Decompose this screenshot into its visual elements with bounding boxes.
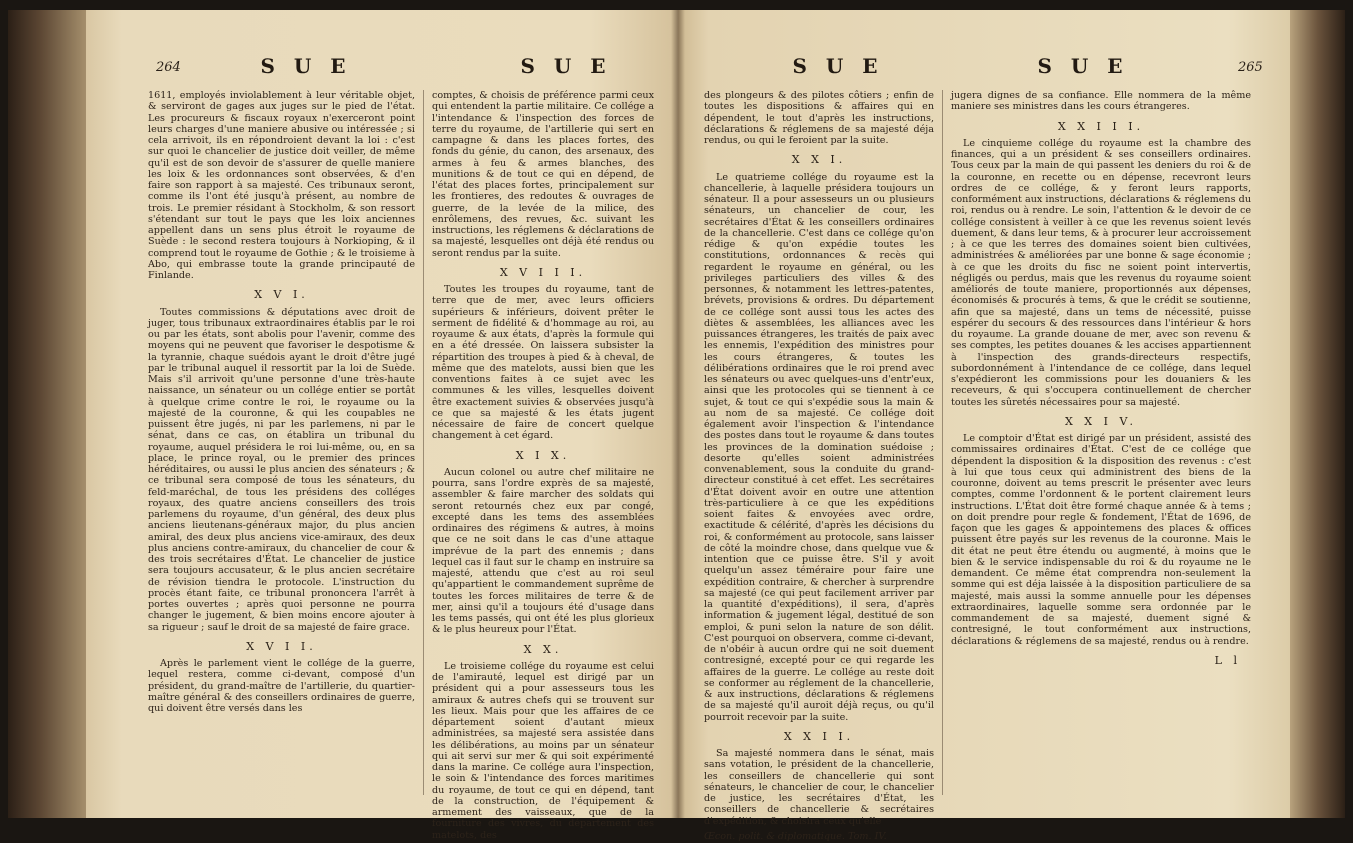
right-page — [678, 10, 1290, 842]
section-number: X I X. — [515, 448, 571, 462]
running-head-left-col1: S U E — [260, 54, 352, 78]
column-rule — [423, 90, 424, 795]
paragraph: Toutes les troupes du royaume, tant de terre que de mer, avec leurs officiers supérieurs & inférieurs, doivent prêter le serment de fidélité & d'hommage au roi, au royaume & aux états, d'après la formule qui en a été dressée. On laissera subsister la répartition des troupes à pied & à cheval, de même que des matelots, aussi bien que les conventions faites à ce sujet avec les communes & les villes, lesquelles doivent être exactement suivies & observées jusqu'à ce que sa majesté & les états jugent nécessaire de faire de concert quelque changement à cet égard. — [432, 284, 654, 442]
section-number: X V I I. — [246, 639, 317, 653]
paragraph: Sa majesté nommera dans le sénat, mais sans votation, le président de la chancellerie, les conseillers de chancellerie qui sont sénateurs, le chancelier de cour, le chancelier de justice, les secrétaires d'État, les conseillers de chancellerie & secrétaires d'expédition, & choisira ceux qu'elle — [704, 748, 934, 827]
book-footer-signature: Œcon. polit. & diplomatique. Tom. IV. — [704, 830, 887, 842]
left-page — [86, 10, 678, 841]
paragraph: jugera dignes de sa confiance. Elle nommera de la même maniere ses ministres dans les cours étrangeres. — [951, 90, 1251, 113]
section-number: X V I. — [254, 288, 309, 302]
paragraph: des plongeurs & des pilotes côtiers ; enfin de toutes les dispositions & affaires qui en dépendent, le tout d'après les instructions, déclarations & réglemens de sa majesté déja rendus, ou qui le feroient par la suite. — [704, 90, 934, 146]
left-page-column-2 — [432, 90, 654, 843]
paragraph: Après le parlement vient le collége de la guerre, lequel restera, comme ci-devant, composé d'un président, du grand-maître de l'artillerie, du quartier-maître général & des conseillers ordinaires de guerre, qui doivent être versés dans les — [148, 658, 415, 714]
gathering-signature: L l — [1214, 653, 1241, 667]
book-gutter — [671, 10, 685, 818]
book-edge-left — [8, 10, 86, 818]
book-edge-right — [1290, 10, 1345, 818]
running-head-right-col1: S U E — [792, 54, 884, 78]
section-number: X X I. — [791, 153, 847, 167]
section-number: X X I I I. — [1057, 119, 1145, 133]
paragraph: Toutes commissions & députations avec droit de juger, tous tribunaux extraordinaires établis par le roi ou par les états, sont abolis pour l'avenir, comme des moyens qui ne peuvent que favoriser le despotisme & la tyrannie, chaque suédois ayant le droit d'être jugé par le tribunal auquel il ressortit par la loi de Suède. Mais s'il arrivoit qu'une personne d'une très-haute naissance, un sénateur ou un collége entier se portât à quelque crime contre le roi, le royaume ou la majesté de la couronne, & qui les coupables ne puissent être jugés, ni par les parlemens, ni par le sénat, dans ce cas, on établira un tribunal du royaume, auquel présidera le roi lui-même, ou, en sa place, le prince royal, ou le premier des princes héréditaires, ou aussi le plus ancien des sénateurs ; & ce tribunal sera composé de tous les sénateurs, du feld-maréchal, de tous les présidens des colléges royaux, des quatre anciens conseillers des trois parlemens du royaume, d'un général, des deux plus anciens lieutenans-généraux major, du plus ancien amiral, des deux plus anciens vice-amiraux, des deux plus anciens contre-amiraux, du chancelier de cour & des trois secrétaires d'État. Le chancelier de justice sera toujours accusateur, & le plus ancien secrétaire de révision tiendra le protocole. L'instruction du procès étant faite, ce tribunal prononcera l'arrêt à portes ouvertes ; après quoi personne ne pourra changer le jugement, & bien moins encore ajouter à sa rigueur ; sauf le droit de sa majesté de faire grace. — [148, 306, 415, 633]
section-number: X X. — [523, 642, 563, 656]
paragraph: comptes, & choisis de préférence parmi ceux qui entendent la partie militaire. Ce collége a l'intendance & l'inspection des forces de terre du royaume, de l'artillerie qui sert en campagne & dans les places fortes, des fonds du génie, du canon, des arsenaux, des armes à feu & armes blanches, des munitions & de tout ce qui en dépend, de l'état des places fortes, principalement sur les frontieres, des redoutes & ouvrages de guerre, de la levée de la milice, des enrôlemens, des revues, &c. suivant les instructions, les réglemens & déclarations de sa majesté, lesquelles ont déjà été rendus ou seront rendus par la suite. — [432, 90, 654, 259]
book-spread — [8, 10, 1345, 842]
section-number: X X I I. — [783, 729, 855, 743]
paragraph: 1611, employés inviolablement à leur véritable objet, & serviront de gages aux juges sur le pied de l'état. Les procureurs & fiscaux royaux n'exerceront point leurs charges d'une maniere abusive ou intéressée ; si cela arrivoit, ils en répondroient devant la loi : c'est sur quoi le chancelier de justice doit veiller, de même qu'il est de son devoir de s'assurer de quelle maniere les loix & les ordonnances sont observées, & d'en faire son rapport à sa majesté. Ces tribunaux seront, comme ils l'ont été jusqu'à présent, au nombre de trois. Le premier résidant à Stockholm, & son ressort s'étendant sur tout le pays que les loix anciennes appellent dans un sens plus étroit le royaume de Suède : le second restera toujours à Norkioping, & il comprend tout le royaume de Gothie ; & le troisieme à Abo, qui embrasse toute la grande principauté de Finlande. — [148, 90, 415, 281]
page-number-left: 264 — [156, 60, 181, 75]
right-page-column-1 — [704, 90, 934, 842]
section-number: X V I I I. — [499, 265, 587, 279]
paragraph: Le cinquieme collége du royaume est la chambre des finances, qui a un président & ses conseillers ordinaires. Tous ceux par la main de qui passent les deniers du roi & de la couronne, en recette ou en dépense, recevront leurs ordres de ce collége, & y feront leurs rapports, conformément aux instructions, déclarations & réglemens du roi, rendus ou à rendre. Le soin, l'attention & le devoir de ce collége consistent à veiller à ce que les revenus soient levés duement, & dans leur tems, & à procurer leur accroissement ; à ce que les terres des domaines soient bien cultivées, administrées & améliorées par une bonne & sage économie ; à ce que les droits du fisc ne soient point intervertis, négligés ou perdus, mais que les revenus du royaume soient améliorés de toute maniere, proportionnés aux dépenses, économisés & procurés à tems, & que le crédit se soutienne, afin que sa majesté, dans un tems de nécessité, puisse espérer du secours & des ressources dans l'intérieur & hors du royaume. La grande douane de mer, avec son revenu & ses comptes, les petites douanes & les accises appartiennent à l'inspection des grands-directeurs respectifs, subordonnément à l'intendance de ce collége, dans lequel s'expédieront les commissions pour les douaniers & les receveurs, & qui s'occupera continuellement de chercher toutes les sûretés nécessaires pour sa majesté. — [951, 137, 1251, 408]
paragraph: Le quatrieme collége du royaume est la chancellerie, à laquelle présidera toujours un sénateur. Il a pour assesseurs un ou plusieurs sénateurs, un chancelier de cour, les secrétaires d'État & les conseillers ordinaires de la chancellerie. C'est dans ce collége qu'on rédige & qu'on expédie toutes les constitutions, ordonnances & recès qui regardent le royaume en général, ou les privileges particuliers des villes & des personnes, & notamment les lettres-patentes, brévets, provisions & ordres. Du département de ce collége sont aussi tous les actes des diètes & assemblées, les alliances avec les puissances étrangeres, les traités de paix avec les ennemis, l'expédition des ministres pour les cours étrangeres, & toutes les délibérations ordinaires que le roi prend avec les sénateurs ou avec quelques-uns d'entr'eux, ainsi que les protocoles qui se tiennent à ce sujet, & tout ce qui s'expédie sous la main & au nom de sa majesté. Ce collége doit également avoir l'inspection & l'intendance des postes dans tout le royaume & dans toutes les provinces de la domination suédoise ; desorte qu'elles soient administrées convenablement, sous la conduite du grand-directeur constitué à cet effet. Les secrétaires d'État doivent avoir en outre une attention très-particuliere à ce que les expéditions soient faites & envoyées avec ordre, exactitude & célérité, d'après les décisions du roi, & conformément au protocole, sans laisser de côté la moindre chose, dans quelque vue & intention que ce puisse être. S'il y avoit quelqu'un assez téméraire pour faire une expédition contraire, & chercher à surprendre sa majesté (ce qui peut facilement arriver par la quantité d'expéditions), il sera, d'après information & jugement légal, destitué de son emploi, & puni selon la nature de son délit. C'est pourquoi on observera, comme ci-devant, de n'obéir à aucun ordre qui ne soit duement contresigné, excepté pour ce qui regarde les affaires de la guerre. Le collége au reste doit se conformer au réglement de la chancellerie, & aux instructions, déclarations & réglemens de sa majesté qu'il auroit déjà reçus, ou qu'il pourroit recevoir par la suite. — [704, 171, 934, 723]
page-number-right: 265 — [1238, 60, 1263, 75]
right-page-column-2 — [951, 90, 1251, 672]
paragraph: Le comptoir d'État est dirigé par un président, assisté des commissaires ordinaires d'État. C'est de ce collége que dépendent la disposition & la disposition des revenus : c'est à lui que tous ceux qui administrent des biens de la couronne, doivent au tems prescrit le présenter avec leurs comptes, comme l'ordonnent & le portent clairement leurs instructions. L'État doit être formé chaque année & à tems ; on doit prendre pour regle & fondement, l'État de 1696, de façon que les gages & appointemens des places & offices puissent être payés sur les revenus de la couronne. Mais le dit état ne peut être étendu ou augmenté, à moins que le bien & le service indispensable du roi & du royaume ne le demandent. Ce même état comprendra non-seulement la somme qui est déja laissée à la disposition particuliere de sa majesté, mais aussi la somme annuelle pour les dépenses extraordinaires, laquelle somme sera ordonnée par le commandement de sa majesté, duement signé & contresigné, le tout conformément aux instructions, déclarations & réglemens de sa majesté, rendus ou à rendre. — [951, 433, 1251, 647]
running-head-right-col2: S U E — [1037, 54, 1129, 78]
left-page-column-1 — [148, 90, 415, 716]
paragraph: Aucun colonel ou autre chef militaire ne pourra, sans l'ordre exprès de sa majesté, assembler & faire marcher des soldats qui seront retournés chez eux par congé, excepté dans les tems des assemblées ordinaires des régimens & autres, à moins que ce ne soit dans le cas d'une attaque imprévue de la part des ennemis ; dans lequel cas il faut sur le champ en instruire sa majesté, attendu que c'est au roi seul qu'appartient le commandement suprême de toutes les forces militaires de terre & de mer, ainsi qu'il a toujours été d'usage dans les tems passés, qui ont été les plus glorieux & le plus heureux pour l'État. — [432, 466, 654, 636]
paragraph: Le troisieme collége du royaume est celui de l'amirauté, lequel est dirigé par un président qui a pour assesseurs tous les amiraux & autres chefs qui se trouvent sur les lieux. Mais pour que les affaires de ce département soient d'autant mieux administrées, sa majesté sera assistée dans les délibérations, au moins par un sénateur qui ait servi sur mer & qui soit expérimenté dans la marine. Ce collége aura l'inspection, le soin & l'intendance des forces maritimes du royaume, de tout ce qui en dépend, tant de la construction, de l'équipement & armement des vaisseaux, que de la fourniture des vivres, du département des matelots, des — [432, 660, 654, 841]
section-number: X X I V. — [1064, 414, 1137, 428]
column-rule — [942, 90, 943, 795]
running-head-left-col2: S U E — [520, 54, 612, 78]
